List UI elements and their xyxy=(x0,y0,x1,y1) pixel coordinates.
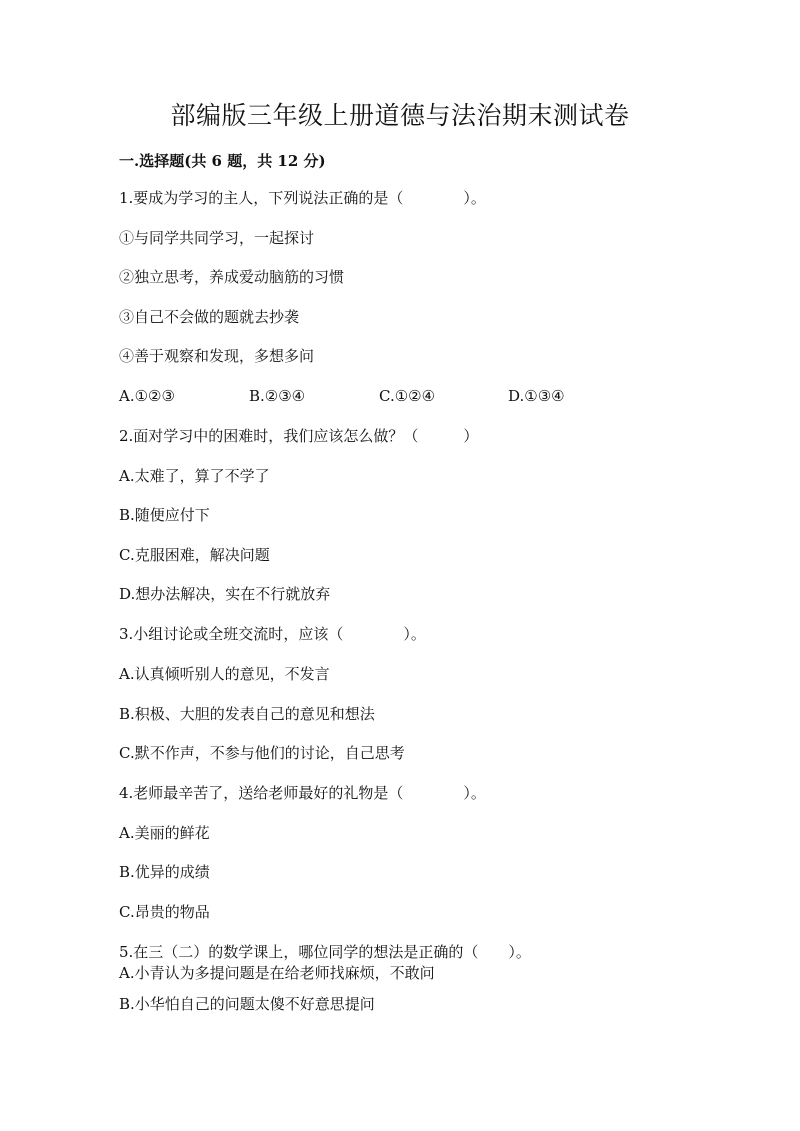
question-1-option-d: D.①③④ xyxy=(508,387,565,405)
question-5-option-a: A.小青认为多提问题是在给老师找麻烦，不敢问 xyxy=(119,964,435,982)
question-2-option-c: C.克服困难，解决问题 xyxy=(119,546,270,564)
question-3-stem: 3.小组讨论或全班交流时，应该（ ）。 xyxy=(119,625,426,643)
question-1-statement-1: ①与同学共同学习，一起探讨 xyxy=(119,229,315,247)
question-1-stem: 1.要成为学习的主人，下列说法正确的是（ ）。 xyxy=(119,189,486,207)
question-5-stem: 5.在三（二）的数学课上，哪位同学的想法是正确的（ ）。 xyxy=(119,943,531,961)
question-2-option-d: D.想办法解决，实在不行就放弃 xyxy=(119,585,331,603)
question-4-stem: 4.老师最辛苦了，送给老师最好的礼物是（ ）。 xyxy=(119,784,486,802)
question-5-option-b: B.小华怕自己的问题太傻不好意思提问 xyxy=(119,995,375,1013)
document-title: 部编版三年级上册道德与法治期末测试卷 xyxy=(170,101,630,130)
question-3-option-c: C.默不作声，不参与他们的讨论，自己思考 xyxy=(119,744,405,762)
question-4-option-b: B.优异的成绩 xyxy=(119,863,210,881)
question-3-option-a: A.认真倾听别人的意见，不发言 xyxy=(119,665,330,683)
question-3-option-b: B.积极、大胆的发表自己的意见和想法 xyxy=(119,705,375,723)
question-4-option-c: C.昂贵的物品 xyxy=(119,903,210,921)
question-1-statement-4: ④善于观察和发现，多想多问 xyxy=(119,347,315,365)
question-1-option-b: B.②③④ xyxy=(249,387,306,405)
question-1-statement-3: ③自己不会做的题就去抄袭 xyxy=(119,308,300,326)
question-1-option-c: C.①②④ xyxy=(379,387,436,405)
question-1-option-a: A.①②③ xyxy=(119,387,175,405)
question-2-option-a: A.太难了，算了不学了 xyxy=(119,467,270,485)
question-2-stem: 2.面对学习中的困难时，我们应该怎么做？（ ） xyxy=(119,427,479,445)
question-1-statement-2: ②独立思考，养成爱动脑筋的习惯 xyxy=(119,268,345,286)
section-heading: 一.选择题(共 6 题，共 12 分) xyxy=(119,152,326,170)
question-4-option-a: A.美丽的鲜花 xyxy=(119,824,210,842)
question-2-option-b: B.随便应付下 xyxy=(119,506,210,524)
